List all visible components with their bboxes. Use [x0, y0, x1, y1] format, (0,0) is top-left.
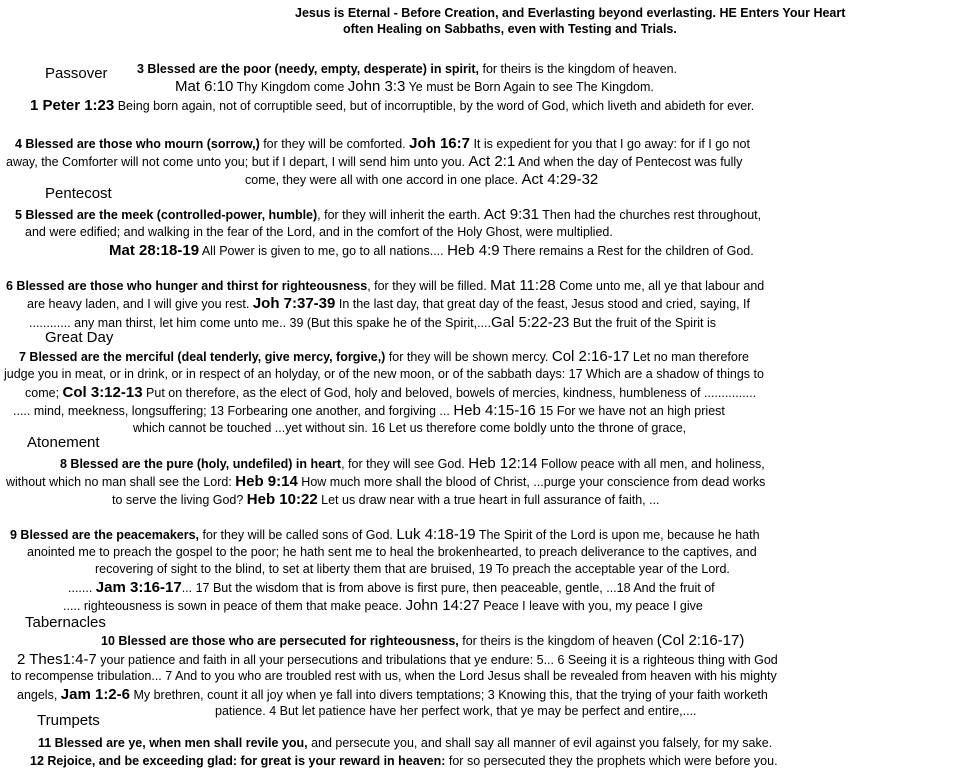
text: to serve the living God? [112, 493, 247, 507]
text: and were edified; and walking in the fear of the Lord, and in the comfort of the Holy Ghost, were multiplied. [25, 225, 613, 239]
text: In the last day, that great day of the feast, Jesus stood and cried, saying, If [335, 297, 750, 311]
label-trumpets: Trumpets [37, 712, 100, 729]
beatitude-6-heading: 6 Blessed are those who hunger and thirst for righteousness [6, 279, 368, 293]
text: , for they will be filled. [367, 279, 491, 293]
beatitude-7-line-1 [19, 348, 749, 366]
text: ... 17 But the wisdom that is from above is first pure, then peaceable, gentle, ...18 And the fruit of [181, 581, 715, 595]
scripture-ref: Heb 4:9 [447, 242, 500, 259]
scripture-ref: Joh 7:37-39 [252, 295, 336, 312]
text: for they will be shown mercy. [385, 350, 552, 364]
scripture-ref: Heb 12:14 [468, 455, 538, 472]
text: which cannot be touched ...yet without sin. 16 Let us therefore come boldly unto the throne of grace, [133, 421, 687, 435]
scripture-ref: Luk 4:18-19 [396, 526, 476, 543]
beatitude-8-line-1 [60, 455, 765, 473]
text: The Spirit of the Lord is upon me, because he hath [475, 528, 760, 542]
scripture-ref: Jam 3:16-17 [95, 579, 182, 596]
text: come, they were all with one accord in one place. [245, 173, 522, 187]
text: ....... [68, 581, 96, 595]
scripture-ref: Act 4:29-32 [521, 171, 599, 188]
text: 15 For we have not an high priest [535, 404, 725, 418]
label-great-day: Great Day [45, 329, 114, 346]
text: Being born again, not of corruptible seed, but of incorruptible, by the word of God, which liveth and abideth for ever. [114, 99, 755, 113]
beatitude-9-heading: 9 Blessed are the peacemakers, [10, 528, 200, 542]
beatitude-3-line-2 [175, 78, 654, 96]
beatitude-9-line-2 [27, 544, 757, 561]
text: How much more shall the blood of Christ, ...purge your conscience from dead works [297, 475, 766, 489]
text: patience. 4 But let patience have her perfect work, that ye may be perfect and entire,.... [215, 704, 697, 718]
beatitude-8-line-2 [6, 473, 765, 491]
text: for they will be called sons of God. [199, 528, 397, 542]
text: Peace I leave with you, my peace I give [479, 599, 703, 613]
scripture-ref: Mat 11:28 [490, 277, 556, 294]
scripture-ref: John 3:3 [347, 78, 406, 95]
beatitude-11-line [38, 735, 772, 752]
scripture-ref: Mat 28:18-19 [109, 242, 200, 259]
text: are heavy laden, and I will give you rest. [27, 297, 253, 311]
beatitude-7-line-5 [133, 420, 686, 437]
text: recovering of sight to the blind, to set at liberty them that are bruised, 19 To preach the acceptable year of the Lord. [95, 562, 730, 576]
text: Let no man therefore [629, 350, 749, 364]
page-title-line-1: Jesus is Eternal - Before Creation, and Everlasting beyond everlasting. HE Enters Your Heart [295, 6, 846, 20]
text: angels, [17, 688, 61, 702]
scripture-ref: Heb 9:14 [235, 473, 298, 490]
beatitude-9-line-5 [63, 597, 703, 615]
beatitude-5-line-1 [15, 206, 761, 224]
beatitude-7-heading: 7 Blessed are the merciful (deal tenderly, give mercy, forgive,) [19, 350, 386, 364]
text: judge you in meat, or in drink, or in respect of an holyday, or of the new moon, or of the sabbath days: 17 Which are a shadow of things to [4, 367, 764, 381]
beatitude-7-line-3 [25, 384, 756, 402]
beatitude-4-line-2 [6, 153, 742, 171]
scripture-ref: Mat 6:10 [175, 78, 234, 95]
beatitude-10-line-3 [11, 668, 777, 685]
beatitude-3-line-1 [137, 61, 677, 78]
label-pentecost: Pentecost [45, 185, 112, 202]
text: , for they will see God. [341, 457, 469, 471]
text: My brethren, count it all joy when ye fall into divers temptations; 3 Knowing this, that the trying of your faith worketh [130, 688, 768, 702]
scripture-ref: Col 2:16-17 [551, 348, 630, 365]
beatitude-5-line-2 [25, 224, 613, 241]
text: for they will be comforted. [259, 137, 410, 151]
scripture-ref: Gal 5:22-23 [491, 314, 570, 331]
scripture-ref: Col 3:12-13 [62, 384, 143, 401]
beatitude-4-line-1 [15, 135, 750, 153]
text: ..... mind, meekness, longsuffering; 13 Forbearing one another, and forgiving ... [13, 404, 454, 418]
text: There remains a Rest for the children of God. [499, 244, 754, 258]
beatitude-12-heading: 12 Rejoice, and be exceeding glad: for great is your reward in heaven: [30, 754, 446, 768]
text: your patience and faith in all your persecutions and tribulations that ye endure: 5... 6 Seeing it is a righteous thing with God [96, 653, 778, 667]
text: come; [25, 386, 63, 400]
beatitude-5-heading: 5 Blessed are the meek (controlled-power, humble) [15, 208, 318, 222]
beatitude-8-line-3 [112, 491, 660, 509]
text: ..... righteousness is sown in peace of them that make peace. [63, 599, 406, 613]
beatitude-4-line-3 [245, 171, 598, 189]
text: Put on therefore, as the elect of God, holy and beloved, bowels of mercies, kindness, humbleness of ............... [142, 386, 757, 400]
beatitude-10-line-1 [101, 632, 744, 650]
text: Come unto me, all ye that labour and [555, 279, 765, 293]
beatitude-8-heading: 8 Blessed are the pure (holy, undefiled) in heart [60, 457, 342, 471]
text: All Power is given to me, go to all nations.... [199, 244, 448, 258]
text: Follow peace with all men, and holiness, [537, 457, 765, 471]
text: to recompense tribulation... 7 And to you who are troubled rest with us, when the Lord Jesus shall be revealed from heaven with his mighty [11, 669, 777, 683]
text: and persecute you, and shall say all manner of evil against you falsely, for my sake. [307, 736, 773, 750]
beatitude-9-line-1 [10, 526, 760, 544]
text: It is expedient for you that I go away: for if I go not [469, 137, 750, 151]
text: Ye must be Born Again to see The Kingdom. [405, 80, 654, 94]
beatitude-3-heading: 3 Blessed are the poor (needy, empty, desperate) in spirit, [137, 62, 479, 76]
text: But the fruit of the Spirit is [569, 316, 717, 330]
beatitude-10-heading: 10 Blessed are those who are persecuted for righteousness, [101, 634, 459, 648]
page-title-line-2: often Healing on Sabbaths, even with Testing and Trials. [343, 22, 677, 36]
scripture-ref: Heb 10:22 [246, 491, 318, 508]
text: And when the day of Pentecost was fully [515, 155, 743, 169]
beatitude-3-line-3 [30, 97, 754, 115]
beatitude-10-line-2 [17, 651, 778, 669]
scripture-ref: Joh 16:7 [409, 135, 470, 152]
text: for so persecuted they the prophets which were before you. [445, 754, 778, 768]
text: without which no man shall see the Lord: [6, 475, 236, 489]
scripture-ref: 1 Peter 1:23 [30, 97, 115, 114]
beatitude-10-line-5 [215, 703, 697, 720]
scripture-ref: Act 2:1 [468, 153, 516, 170]
text: for theirs is the kingdom of heaven. [479, 62, 678, 76]
beatitude-9-line-4 [68, 579, 715, 597]
beatitude-6-line-3 [29, 314, 716, 332]
beatitude-6-line-2 [27, 295, 750, 313]
scripture-ref: John 14:27 [405, 597, 480, 614]
label-atonement: Atonement [27, 434, 100, 451]
scripture-ref: Heb 4:15-16 [453, 402, 536, 419]
beatitude-5-line-3 [109, 242, 754, 260]
text: Then had the churches rest throughout, [538, 208, 762, 222]
scripture-ref: Act 9:31 [483, 206, 539, 223]
beatitude-10-line-4 [17, 686, 768, 704]
text: for theirs is the kingdom of heaven [458, 634, 657, 648]
beatitude-7-line-4 [13, 402, 725, 420]
label-passover: Passover [45, 65, 108, 82]
text: Let us draw near with a true heart in full assurance of faith, ... [317, 493, 660, 507]
label-tabernacles: Tabernacles [25, 614, 106, 631]
beatitude-6-line-1 [6, 277, 764, 295]
scripture-ref: (Col 2:16-17) [656, 632, 745, 649]
text: away, the Comforter will not come unto you; but if I depart, I will send him unto you. [6, 155, 469, 169]
text: anointed me to preach the gospel to the poor; he hath sent me to heal the brokenhearted, to preach deliverance to the captives, and [27, 545, 757, 559]
text: Thy Kingdom come [233, 80, 348, 94]
beatitude-4-heading: 4 Blessed are those who mourn (sorrow,) [15, 137, 260, 151]
beatitude-11-heading: 11 Blessed are ye, when men shall revile you, [38, 736, 308, 750]
text: ............ any man thirst, let him come unto me.. 39 (But this spake he of the Spirit,.... [29, 316, 492, 330]
beatitude-7-line-2 [4, 366, 764, 383]
scripture-ref: 2 Thes1:4-7 [17, 651, 97, 668]
beatitude-12-line [30, 753, 778, 770]
scripture-ref: Jam 1:2-6 [60, 686, 130, 703]
beatitude-9-line-3 [95, 561, 730, 578]
text: , for they will inherit the earth. [317, 208, 484, 222]
